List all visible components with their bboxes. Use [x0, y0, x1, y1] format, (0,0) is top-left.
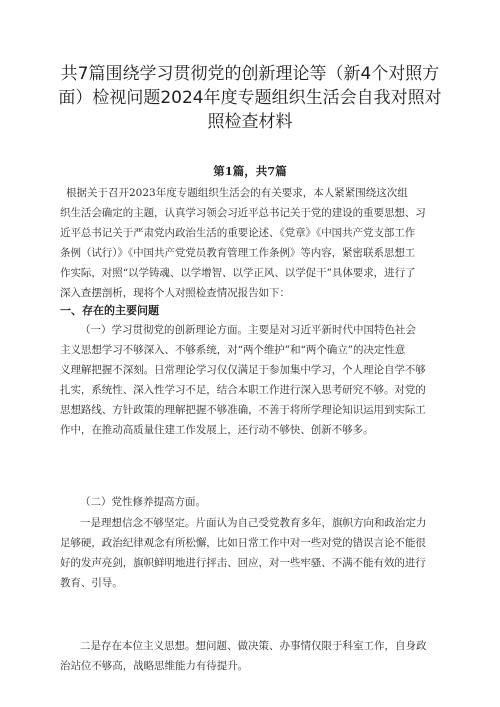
text-line: 思想路线、方针政策的理解把握不够准确，不善于将所学理论知识运用到实际工	[60, 404, 426, 416]
text-line: 足够硬，政治纪律观念有所松懈，比如日常工作中对一些对党的错误言论不能很	[60, 537, 426, 549]
text-line: 教育、引导。	[60, 577, 123, 589]
text-line: 近平总书记关于严肃党内政治生活的重要论述、《党章》《中国共产党支部工作	[60, 227, 416, 239]
text-line: 二是存在本位主义思想。想问题、做决策、办事情仅限于科室工作，自身政	[80, 640, 427, 652]
title-line: 照检查材料	[207, 112, 293, 132]
text-line: 扎实，系统性、深入性学习不足，结合本职工作进行深入思考研究不够。对党的	[60, 384, 426, 396]
text-line: （二）党性修养提高方面。	[80, 496, 206, 508]
intro-paragraph	[60, 183, 450, 303]
part-indicator: 第1篇，共7篇	[213, 164, 287, 178]
point-2b-paragraph	[60, 636, 450, 676]
point-2a-paragraph	[60, 513, 450, 593]
text-line: 作中，在推动高质量住建工作发展上，还行动不够快、创新不够多。	[60, 424, 374, 436]
text-line: （一）学习贯彻党的创新理论方面。主要是对习近平新时代中国特色社会	[80, 324, 416, 336]
title-line: 面）检视问题2024年度专题组织生活会自我对照对	[58, 88, 442, 108]
text-line: 好的发声亮剑，旗帜鲜明地进行抨击、回应，对一些牢骚、不满不能有效的进行	[60, 557, 426, 569]
text-line: 织生活会确定的主题，认真学习领会习近平总书记关于党的建设的重要思想、习	[60, 207, 426, 219]
text-line: 深入查摆剖析，现将个人对照检查情况报告如下：	[60, 287, 290, 299]
text-line: 条例（试行）》《中国共产党党员教育管理工作条例》等内容，紧密联系思想工	[60, 247, 416, 259]
text-line: 根据关于召开2023年度专题组织生活会的有关要求，本人紧紧围绕这次组	[66, 187, 408, 199]
title-line: 共7篇围绕学习贯彻党的创新理论等（新4个对照方	[60, 64, 440, 84]
text-line: 治站位不够高，战略思维能力有待提升。	[60, 660, 249, 672]
text-line: 作实际，对照“以学铸魂、以学增智、以学正风、以学促干”具体要求，进行了	[60, 267, 416, 279]
text-line: 主义思想学习不够深入、不够系统，对“两个维护”和“两个确立”的决定性意	[60, 344, 406, 356]
text-line: 义理解把握不深刻。日常理论学习仅仅满足于参加集中学习，个人理论自学不够	[60, 364, 426, 376]
section-heading: 一、存在的主要问题	[60, 304, 159, 317]
document-title	[40, 62, 460, 134]
point-2-heading	[80, 492, 470, 512]
point-1-paragraph	[60, 320, 450, 440]
text-line: 一是理想信念不够坚定。片面认为自己受党教育多年，旗帜方向和政治定力	[80, 517, 427, 529]
